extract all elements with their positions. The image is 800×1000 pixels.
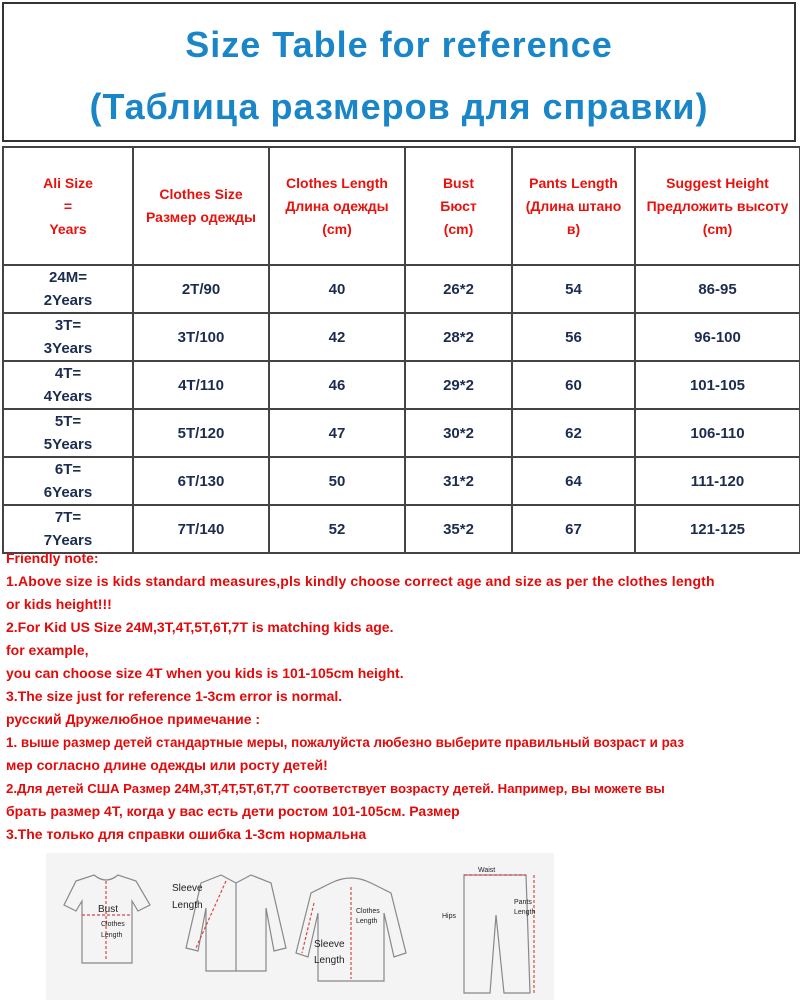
label-clothes: Clothes [101,921,125,928]
header-line: Bust [442,174,475,191]
cell-size: 3T/100 [133,313,269,361]
cell-size: 6T/130 [133,457,269,505]
cell-height: 96-100 [635,313,800,361]
note-line: for example, [6,642,89,658]
size-table [2,146,800,554]
cell-size: 7T/140 [133,505,269,553]
pants-icon [464,875,530,993]
measurement-illustration [46,853,554,1000]
title-english: Size Table for reference [185,24,613,65]
friendly-notes [6,547,798,846]
note-line: you can choose size 4T when you kids is 101-105cm height. [6,665,404,681]
label-length: Length [101,932,123,939]
header-line: Clothes Size [159,186,243,202]
table-row [3,265,800,313]
note-line: or kids height!!! [6,596,112,612]
header-line: Pants Length [529,174,618,191]
cell-height: 111-120 [635,457,800,505]
header-line: (cm) [443,220,474,237]
table-row [3,361,800,409]
cell-bust: 30*2 [405,409,512,457]
label-pants: Pants [514,899,532,906]
title-box [2,2,796,142]
header-line: = [63,197,73,214]
age-line: 7Years [43,532,93,549]
label-clothes-2: Clothes [356,908,380,915]
age-line: 4Years [43,388,93,405]
cell-length: 52 [269,505,405,553]
age-line: 2Years [43,292,93,309]
cell-length: 42 [269,313,405,361]
cell-length: 50 [269,457,405,505]
cell-pants: 56 [512,313,635,361]
cell-height: 106-110 [635,409,800,457]
cell-age [3,265,133,313]
header-line: Предложить высоту [646,197,789,214]
header-clothes-length [269,147,405,265]
header-line: (Длина штано [525,197,622,214]
cell-pants: 62 [512,409,635,457]
cell-pants: 60 [512,361,635,409]
sleeve-length-measure-line [302,903,314,953]
cell-bust: 26*2 [405,265,512,313]
note-line: 2.For Kid US Size 24M,3T,4T,5T,6T,7T is matching kids age. [6,619,394,635]
cell-size: 4T/110 [133,361,269,409]
tshirt-icon [64,875,150,963]
header-line: Years [49,220,87,237]
note-line: 1. выше размер детей стандартные меры, пожалуйста любезно выберите правильный возраст и раз [6,735,685,750]
title-russian: (Таблица размеров для справки) [89,86,709,127]
cell-bust: 28*2 [405,313,512,361]
cell-size: 5T/120 [133,409,269,457]
age-line: 4T= [54,365,82,382]
table-row [3,313,800,361]
header-line: Ali Size [43,174,93,191]
cell-pants: 54 [512,265,635,313]
cell-bust: 31*2 [405,457,512,505]
cell-pants: 67 [512,505,635,553]
header-line: Suggest Height [666,174,769,191]
note-line: Friendly note: [6,550,99,566]
header-line: Размер одежды [146,209,256,225]
cell-length: 46 [269,361,405,409]
header-line: Длина одежды [285,197,389,214]
cell-age [3,505,133,553]
label-bust: Bust [98,904,119,915]
age-line: 3T= [54,317,82,334]
label-length-3: Length [314,955,345,966]
header-line: (cm) [702,220,733,237]
label-sleeve: Sleeve [172,883,203,894]
header-line: Бюст [440,197,477,214]
cell-pants: 64 [512,457,635,505]
table-header-row [3,147,800,265]
age-line: 7T= [54,509,82,526]
header-bust [405,147,512,265]
label-waist: Waist [478,867,496,874]
label-sleeve-2: Sleeve [314,939,345,950]
note-line: брать размер 4T, когда у вас есть дети ростом 101-105см. Размер [6,803,460,819]
header-line: Clothes Length [286,174,388,191]
cell-height: 121-125 [635,505,800,553]
note-line: 3.The только для справки ошибка 1-3cm нормальна [6,826,367,842]
table-row [3,409,800,457]
header-line: в) [566,220,581,237]
cell-age [3,361,133,409]
header-pants-length [512,147,635,265]
label-length-2: Length [356,918,378,925]
cell-length: 47 [269,409,405,457]
note-line: 1.Above size is kids standard measures,pls kindly choose correct age and size as per the clothes length [6,573,715,589]
note-line: 2.Для детей США Размер 24M,3T,4T,5T,6T,7T соответствует возрасту детей. Например, вы можете вы [6,781,665,796]
cell-age [3,457,133,505]
cell-height: 101-105 [635,361,800,409]
age-line: 3Years [43,340,93,357]
header-suggest-height [635,147,800,265]
header-ali-size [3,147,133,265]
table-row [3,505,800,553]
cell-bust: 35*2 [405,505,512,553]
age-line: 5T= [54,413,82,430]
header-clothes-size [133,147,269,265]
cell-bust: 29*2 [405,361,512,409]
cell-age [3,409,133,457]
label-sleeve-length: Length [172,900,203,911]
label-pants-length: Length [514,909,536,916]
age-line: 24M= [49,269,87,286]
cell-height: 86-95 [635,265,800,313]
label-hips: Hips [442,913,457,920]
age-line: 6Years [43,484,93,501]
table-row [3,457,800,505]
header-line: (cm) [322,220,352,237]
note-line: 3.The size just for reference 1-3cm error is normal. [6,688,343,704]
age-line: 5Years [43,436,93,453]
cell-size: 2T/90 [133,265,269,313]
cell-age [3,313,133,361]
note-line: мер согласно длине одежды или росту детей! [6,757,328,773]
note-line: русский Дружелюбное примечание : [6,711,261,727]
age-line: 6T= [54,461,82,478]
cell-length: 40 [269,265,405,313]
